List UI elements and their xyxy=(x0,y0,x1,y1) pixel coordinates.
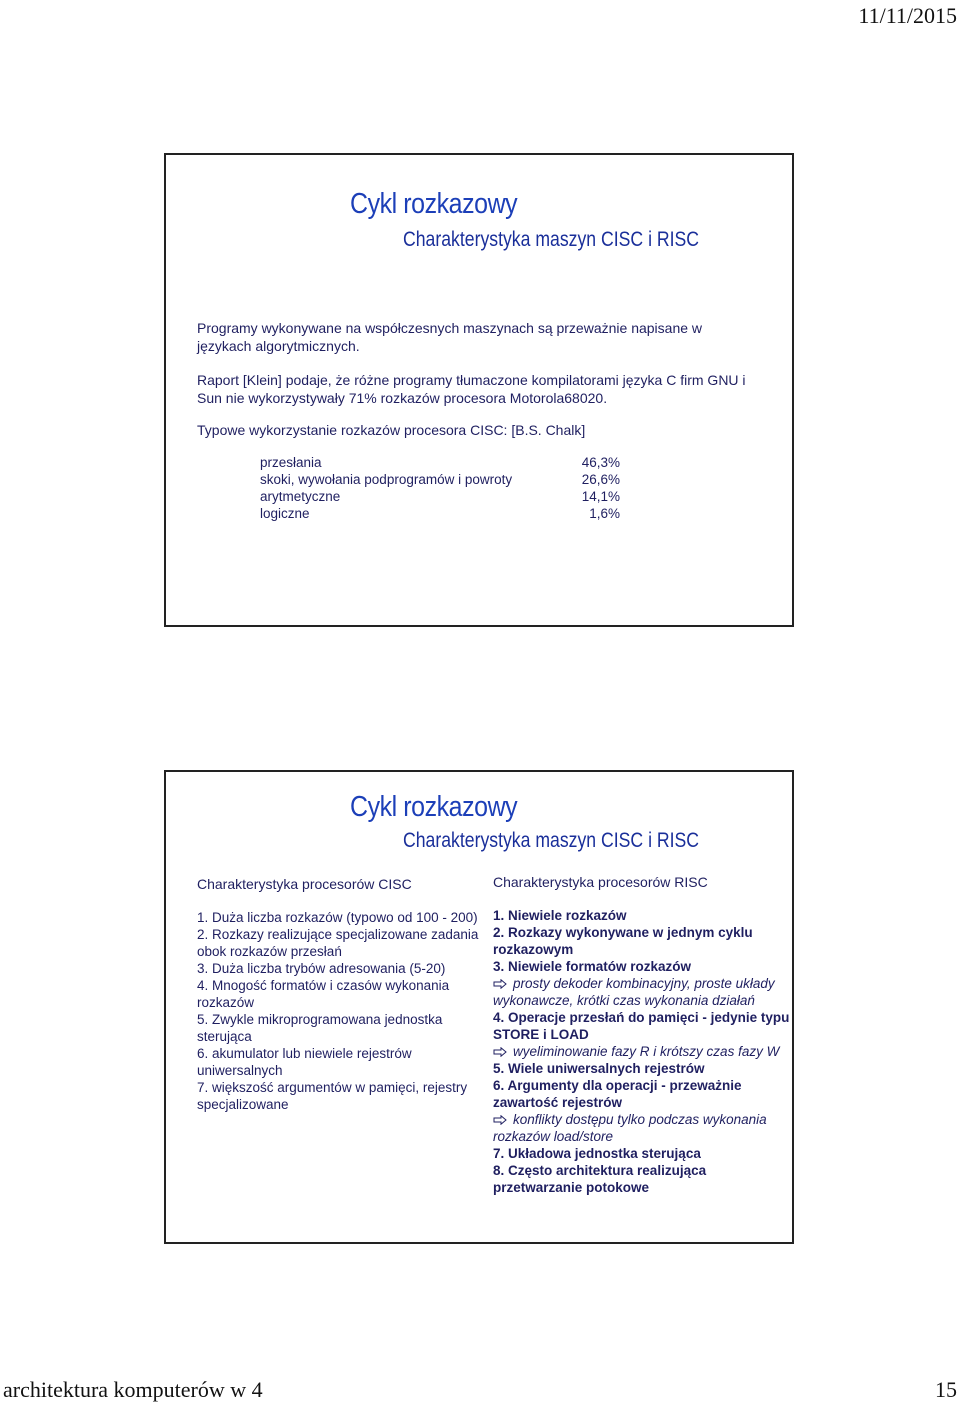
cisc-item: 7. większość argumentów w pamięci, rejestry specjalizowane xyxy=(197,1080,468,1112)
arrow-right-icon xyxy=(493,979,507,989)
risc-item: 6. Argumenty dla operacji - przeważnie zawartość rejestrów xyxy=(493,1078,742,1110)
slide-subtitle: Charakterystyka maszyn CISC i RISC xyxy=(403,228,700,251)
cisc-item: 3. Duża liczba trybów adresowania (5-20) xyxy=(197,961,446,976)
risc-item xyxy=(493,1111,793,1145)
stat-row xyxy=(260,505,620,522)
risc-item xyxy=(493,975,793,1009)
stat-value: 46,3% xyxy=(581,455,620,470)
stat-row xyxy=(260,454,620,471)
slide-2 xyxy=(164,770,794,1244)
header-date: 11/11/2015 xyxy=(858,3,957,28)
risc-item: 3. Niewiele formatów rozkazów xyxy=(493,959,692,974)
cisc-item: 6. akumulator lub niewiele rejestrów uniwersalnych xyxy=(197,1046,412,1078)
slide-subtitle: Charakterystyka maszyn CISC i RISC xyxy=(403,829,700,852)
cisc-column xyxy=(197,876,487,1113)
risc-heading: Charakterystyka procesorów RISC xyxy=(493,874,708,890)
slide-title: Cykl rozkazowy xyxy=(350,188,518,220)
risc-item-text: wyeliminowanie fazy R i krótszy czas fazy W xyxy=(513,1044,780,1059)
stat-label: przesłania xyxy=(260,455,322,470)
risc-item: 4. Operacje przesłań do pamięci - jedynie typu STORE i LOAD xyxy=(493,1010,790,1042)
risc-column xyxy=(493,874,793,1196)
risc-item: 5. Wiele uniwersalnych rejestrów xyxy=(493,1061,705,1076)
footer-course: architektura komputerów w 4 xyxy=(3,1377,263,1402)
arrow-right-icon xyxy=(493,1115,507,1125)
risc-item xyxy=(493,1043,793,1060)
paragraph-report: Raport [Klein] podaje, że różne programy tłumaczone kompilatorami języka C firm GNU i Sun nie wykorzystywały 71% rozkazów procesora Motorola68020. xyxy=(197,372,746,406)
paragraph-intro: Programy wykonywane na współczesnych maszynach są przeważnie napisane w językach algorytmicznych. xyxy=(197,320,703,354)
cisc-heading: Charakterystyka procesorów CISC xyxy=(197,876,412,892)
stat-row xyxy=(260,488,620,505)
stat-value: 1,6% xyxy=(589,506,620,521)
stat-label: skoki, wywołania podprogramów i powroty xyxy=(260,472,513,487)
slide-1 xyxy=(164,153,794,627)
usage-stats-table xyxy=(260,454,620,522)
footer-page-number: 15 xyxy=(935,1377,957,1402)
stat-value: 14,1% xyxy=(581,489,620,504)
risc-item: 8. Często architektura realizująca przetwarzanie potokowe xyxy=(493,1163,707,1195)
stat-label: arytmetyczne xyxy=(260,489,341,504)
risc-item: 7. Układowa jednostka sterująca xyxy=(493,1146,701,1161)
cisc-item: 1. Duża liczba rozkazów (typowo od 100 - 200) xyxy=(197,910,478,925)
arrow-right-icon xyxy=(493,1047,507,1057)
risc-item-text: prosty dekoder kombinacyjny, proste układy wykonawcze, krótki czas wykonania działań xyxy=(493,976,775,1008)
risc-item: 2. Rozkazy wykonywane w jednym cyklu rozkazowym xyxy=(493,925,753,957)
stat-label: logiczne xyxy=(260,506,310,521)
stat-value: 26,6% xyxy=(581,472,620,487)
cisc-item: 4. Mnogość formatów i czasów wykonania rozkazów xyxy=(197,978,450,1010)
paragraph-typical-usage: Typowe wykorzystanie rozkazów procesora CISC: [B.S. Chalk] xyxy=(197,422,586,438)
cisc-item: 5. Zwykle mikroprogramowana jednostka sterująca xyxy=(197,1012,443,1044)
risc-item-text: konflikty dostępu tylko podczas wykonania rozkazów load/store xyxy=(493,1112,767,1144)
stat-row xyxy=(260,471,620,488)
cisc-item: 2. Rozkazy realizujące specjalizowane zadania obok rozkazów przesłań xyxy=(197,927,479,959)
risc-item: 1. Niewiele rozkazów xyxy=(493,908,627,923)
slide-title: Cykl rozkazowy xyxy=(350,791,518,823)
risc-list xyxy=(493,907,793,1196)
